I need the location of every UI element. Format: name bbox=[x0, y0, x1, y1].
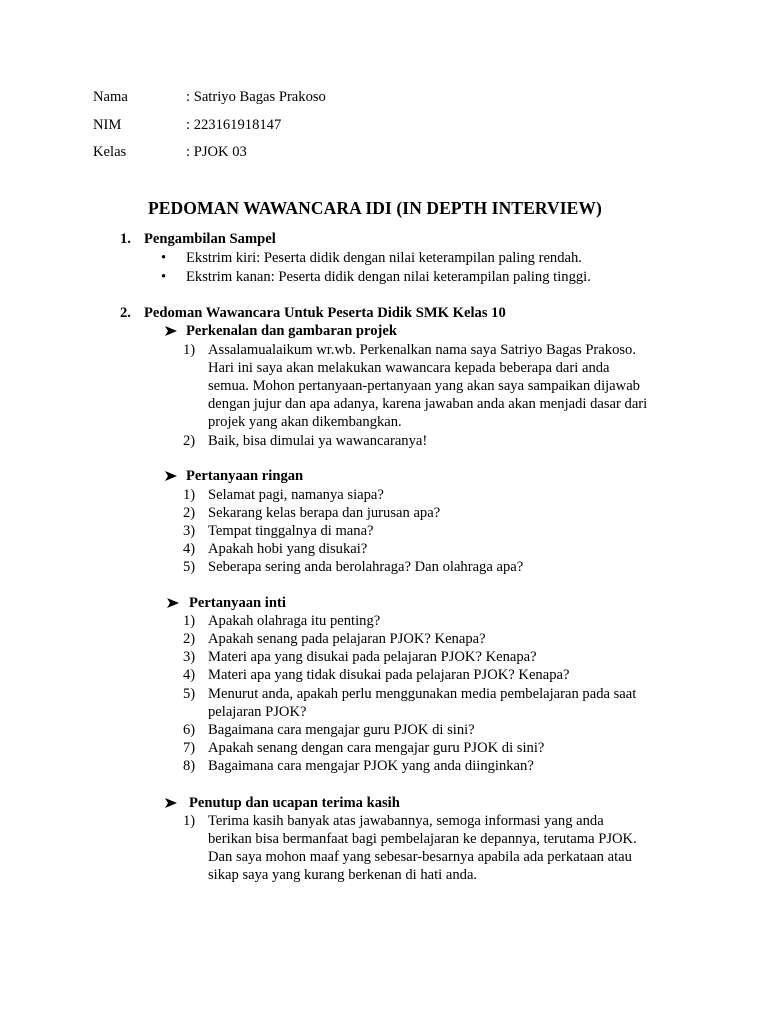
list-item: Seberapa sering anda berolahraga? Dan olahraga apa? bbox=[208, 559, 524, 575]
list-item: Materi apa yang disukai pada pelajaran PJOK? Kenapa? bbox=[208, 649, 537, 665]
list-item: Menurut anda, apakah perlu menggunakan media pembelajaran pada saat pelajaran PJOK? bbox=[208, 686, 637, 720]
list-item: Baik, bisa dimulai ya wawancaranya! bbox=[208, 433, 428, 449]
bullet-icon: • bbox=[161, 250, 167, 266]
item-number: 2) bbox=[183, 631, 196, 647]
item-number: 4) bbox=[183, 541, 196, 557]
nim-value: : 223161918147 bbox=[186, 117, 282, 133]
item-number: 8) bbox=[183, 758, 196, 774]
kelas-label: Kelas bbox=[93, 144, 127, 160]
section2-number: 2. bbox=[120, 305, 131, 321]
item-number: 2) bbox=[183, 433, 196, 449]
part-heading: Perkenalan dan gambaran projek bbox=[186, 323, 397, 339]
list-item: Apakah senang pada pelajaran PJOK? Kenapa? bbox=[208, 631, 486, 647]
section1-bullet: Ekstrim kanan: Peserta didik dengan nilai keterampilan paling tinggi. bbox=[186, 269, 591, 285]
list-item: Terima kasih banyak atas jawabannya, semoga informasi yang anda berikan bisa bermanfaat bagi pembelajaran ke depannya, terutama PJOK. Dan saya mohon maaf yang sebesar-besarnya apabila ada perkataan atau sikap saya yang kurang berkenan di hati anda. bbox=[208, 813, 637, 883]
list-item: Bagaimana cara mengajar guru PJOK di sini? bbox=[208, 722, 475, 738]
item-number: 3) bbox=[183, 649, 196, 665]
item-number: 4) bbox=[183, 667, 196, 683]
item-number: 1) bbox=[183, 487, 196, 503]
list-item: Tempat tinggalnya di mana? bbox=[208, 523, 374, 539]
document-title: PEDOMAN WAWANCARA IDI (IN DEPTH INTERVIEW) bbox=[148, 198, 602, 218]
arrow-bullet-icon bbox=[165, 794, 177, 812]
section1-number: 1. bbox=[120, 231, 131, 247]
item-number: 1) bbox=[183, 613, 196, 629]
list-item: Apakah olahraga itu penting? bbox=[208, 613, 381, 629]
list-item: Assalamualaikum wr.wb. Perkenalkan nama saya Satriyo Bagas Prakoso. Hari ini saya akan melakukan wawancara kepada beberapa dari anda semua. Mohon pertanyaan-pertanyaan yang akan saya sampaikan dijawab dengan jujur dan apa adanya, karena jawaban anda akan menjadi dasar dari projek yang akan dikembangkan. bbox=[208, 342, 648, 430]
part-heading: Pertanyaan inti bbox=[189, 595, 286, 611]
section1-heading: Pengambilan Sampel bbox=[144, 231, 276, 247]
item-number: 5) bbox=[183, 686, 196, 702]
arrow-bullet-icon bbox=[167, 594, 179, 612]
section2-heading: Pedoman Wawancara Untuk Peserta Didik SMK Kelas 10 bbox=[144, 305, 506, 321]
item-number: 1) bbox=[183, 342, 196, 358]
nama-label: Nama bbox=[93, 89, 128, 105]
nama-value: : Satriyo Bagas Prakoso bbox=[186, 89, 326, 105]
kelas-value: : PJOK 03 bbox=[186, 144, 247, 160]
list-item: Apakah senang dengan cara mengajar guru PJOK di sini? bbox=[208, 740, 545, 756]
item-number: 2) bbox=[183, 505, 196, 521]
part-heading: Pertanyaan ringan bbox=[186, 468, 304, 484]
list-item: Bagaimana cara mengajar PJOK yang anda diinginkan? bbox=[208, 758, 534, 774]
item-number: 7) bbox=[183, 740, 196, 756]
item-number: 1) bbox=[183, 813, 196, 829]
list-item: Sekarang kelas berapa dan jurusan apa? bbox=[208, 505, 441, 521]
section1-bullet: Ekstrim kiri: Peserta didik dengan nilai keterampilan paling rendah. bbox=[186, 250, 582, 266]
list-item: Selamat pagi, namanya siapa? bbox=[208, 487, 384, 503]
item-number: 6) bbox=[183, 722, 196, 738]
item-number: 5) bbox=[183, 559, 196, 575]
item-number: 3) bbox=[183, 523, 196, 539]
list-item: Materi apa yang tidak disukai pada pelajaran PJOK? Kenapa? bbox=[208, 667, 570, 683]
nim-label: NIM bbox=[93, 117, 122, 133]
arrow-bullet-icon bbox=[165, 467, 177, 485]
bullet-icon: • bbox=[161, 269, 167, 285]
list-item: Apakah hobi yang disukai? bbox=[208, 541, 368, 557]
arrow-bullet-icon bbox=[165, 322, 177, 340]
part-heading: Penutup dan ucapan terima kasih bbox=[189, 795, 400, 811]
